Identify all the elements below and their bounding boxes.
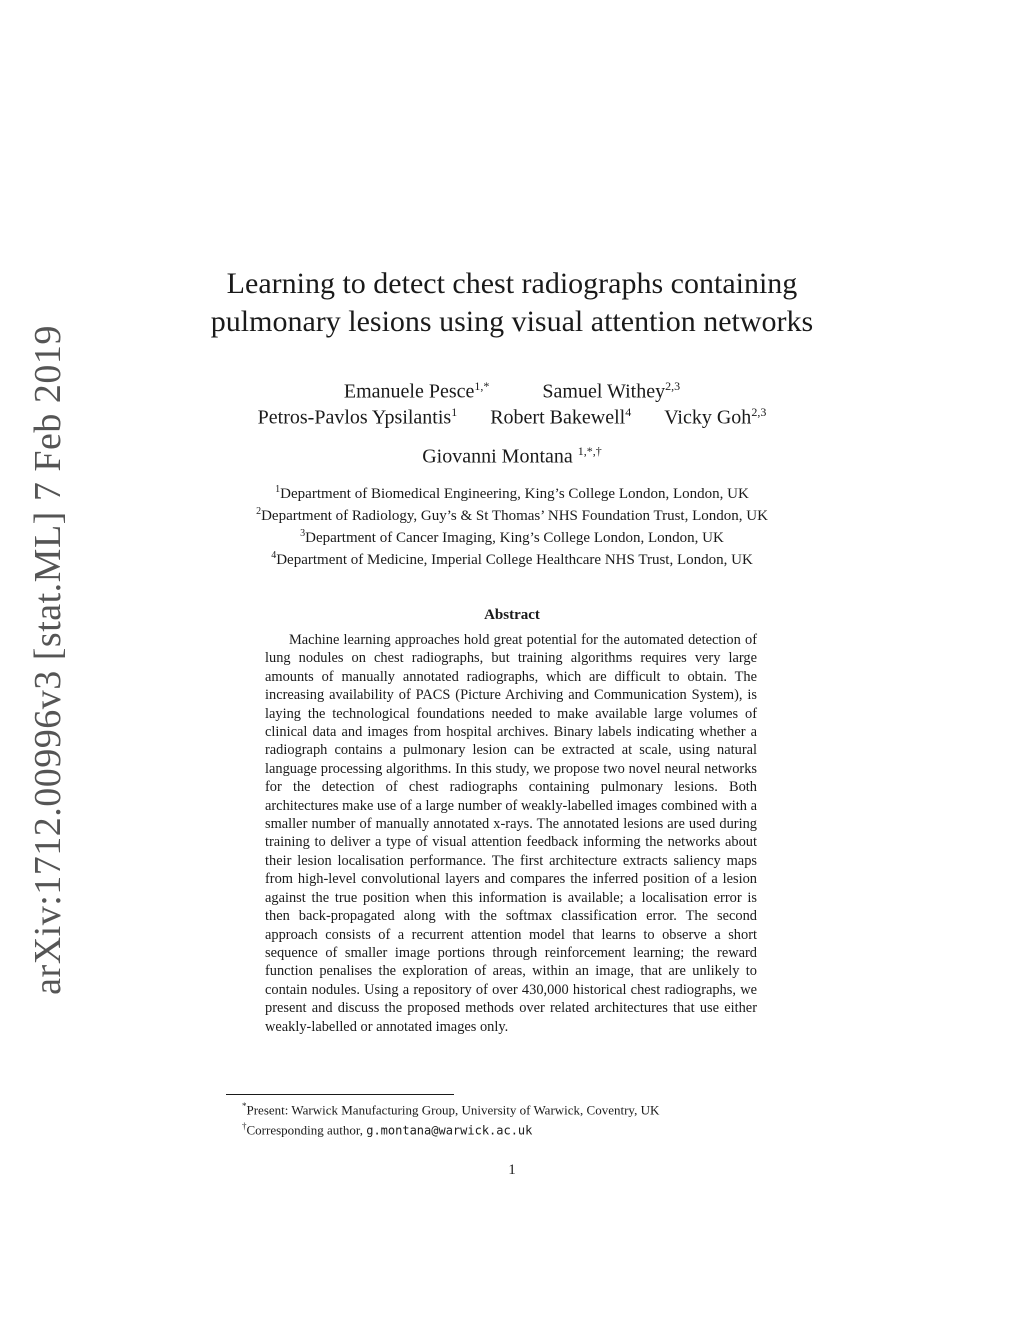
author: Robert Bakewell$^4$ bbox=[490, 405, 632, 429]
author: Giovanni Montana $^{1,*,\dagger}$ bbox=[422, 444, 602, 468]
affiliation: $^2$Department of Radiology, Guy’s & St Thomas’ NHS Foundation Trust, London, UK bbox=[256, 506, 768, 524]
title-line-2: pulmonary lesions using visual attention networks bbox=[210, 305, 814, 338]
arxiv-sidebar-stamp bbox=[18, 325, 78, 995]
author-row-2 bbox=[150, 400, 874, 430]
affiliation: $^4$Department of Medicine, Imperial College Healthcare NHS Trust, London, UK bbox=[271, 550, 753, 568]
affiliations bbox=[150, 481, 874, 569]
author: Emanuele Pesce$^{1,*}$ bbox=[343, 379, 490, 403]
abstract-heading: Abstract bbox=[484, 607, 540, 623]
page-number: 1 bbox=[508, 1162, 516, 1178]
footnotes bbox=[242, 1098, 802, 1140]
paper-title bbox=[150, 265, 874, 341]
author: Petros-Pavlos Ypsilantis$^1$ bbox=[257, 405, 458, 429]
abstract-text: Machine learning approaches hold great potential for the automated detection of lung nodules on chest radiographs, but training algorithms requires very large amounts of manually annotated radiographs, which are difficult to obtain. The increasing availability of PACS (Picture Archiving and Communication System), is laying the technological foundations needed to make available large volumes of clinical data and images from hospital archives. Binary labels indicating whether a radiograph contains a pulmonary lesion can be extracted at scale, using natural language processing algorithms. In this study, we propose two novel neural networks for the detection of chest radiographs containing pulmonary lesions. Both architectures make use of a large number of weakly-labelled images combined with a smaller number of manually annotated x-rays. The annotated lesions are used during training to deliver a type of visual attention feedback informing the networks about their lesion localisation performance. The first architecture extracts saliency maps from high-level convolutional layers and compares the inferred position of a lesion against the true position when this information is available; a localisation error is then back-propagated along with the softmax classification error. The second approach consists of a recurrent attention model that learns to observe a short sequence of smaller image portions through reinforcement learning; the reward function penalises the exploration of areas, within an image, that are unlikely to contain nodules. Using a repository of over 430,000 historical chest radiographs, we present and discuss the proposed methods over related architectures that use either weakly-labelled or annotated images only. bbox=[265, 632, 757, 1035]
title-line-1: Learning to detect chest radiographs containing bbox=[226, 267, 798, 300]
footnote-present: *Present: Warwick Manufacturing Group, University of Warwick, Coventry, UK bbox=[242, 1101, 660, 1118]
affiliation: $^1$Department of Biomedical Engineering, King’s College London, London, UK bbox=[275, 484, 749, 502]
author: Samuel Withey$^{2,3}$ bbox=[542, 379, 681, 403]
corresponding-email: g.montana@warwick.ac.uk bbox=[366, 1123, 533, 1138]
author: Vicky Goh$^{2,3}$ bbox=[664, 405, 767, 429]
footnote-corresponding: †Corresponding author, g.montana@warwick.ac.uk bbox=[242, 1121, 533, 1138]
author-row-3 bbox=[150, 439, 874, 469]
footnote-rule bbox=[226, 1094, 454, 1095]
arxiv-identifier: arXiv:1712.00996v3 [stat.ML] 7 Feb 2019 bbox=[27, 325, 69, 995]
affiliation: $^3$Department of Cancer Imaging, King’s College London, London, UK bbox=[300, 528, 724, 546]
